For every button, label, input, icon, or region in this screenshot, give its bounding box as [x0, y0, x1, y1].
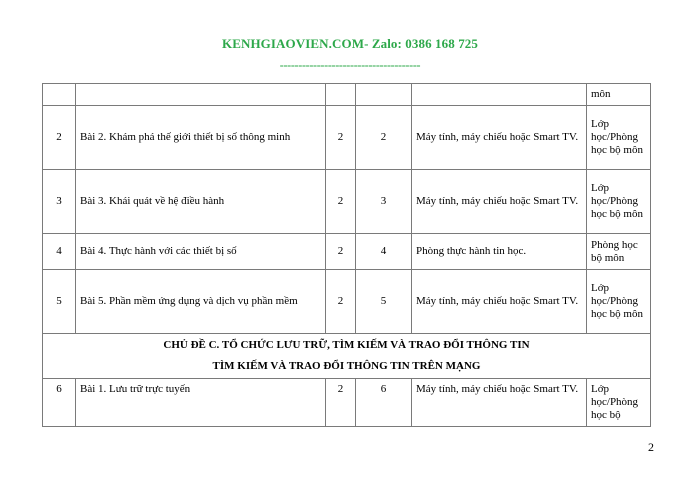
equipment-cell: Máy tính, máy chiếu hoặc Smart TV. [412, 170, 587, 234]
topic-title: CHỦ ĐỀ C. TỔ CHỨC LƯU TRỮ, TÌM KIẾM VÀ TRAO ĐỔI THÔNG TIN [163, 339, 530, 351]
equipment-cell: Phòng thực hành tin học. [412, 234, 587, 270]
page-header [0, 36, 700, 73]
header-separator: -------------------------------------- [279, 58, 421, 72]
periods-cell: 2 [326, 106, 356, 170]
page-number: 2 [648, 440, 654, 454]
lesson-cell: Bài 1. Lưu trữ trực tuyến [76, 379, 326, 427]
periods-cell: 2 [326, 270, 356, 334]
table-row [43, 106, 651, 170]
lesson-cell: Bài 4. Thực hành với các thiết bị số [76, 234, 326, 270]
location-cell: Lớp học/Phòng học bộ môn [587, 106, 651, 170]
topic-subtitle: TÌM KIẾM VÀ TRAO ĐỔI THÔNG TIN TRÊN MẠNG [212, 360, 481, 372]
location-cell: Lớp học/Phòng học bộ [587, 379, 651, 427]
equipment-cell: Máy tính, máy chiếu hoặc Smart TV. [412, 106, 587, 170]
location-cell: môn [587, 84, 651, 106]
table-row [43, 270, 651, 334]
stt-cell: 4 [43, 234, 76, 270]
table-row [43, 234, 651, 270]
periods-cell: 2 [326, 170, 356, 234]
table-row [43, 379, 651, 427]
topic-row [43, 334, 651, 379]
site-title: KENHGIAOVIEN.COM- Zalo: 0386 168 725 [221, 36, 479, 51]
equipment-cell [412, 84, 587, 106]
lesson-plan-table [42, 83, 651, 427]
topic-heading [43, 334, 651, 379]
periods-cell: 2 [326, 379, 356, 427]
equipment-cell: Máy tính, máy chiếu hoặc Smart TV. [412, 379, 587, 427]
location-cell: Phòng học bộ môn [587, 234, 651, 270]
table-row [43, 84, 651, 106]
stt-cell: 6 [43, 379, 76, 427]
table-row [43, 170, 651, 234]
lesson-cell: Bài 2. Khám phá thế giới thiết bị số thông minh [76, 106, 326, 170]
week-cell: 2 [356, 106, 412, 170]
week-cell: 3 [356, 170, 412, 234]
stt-cell [43, 84, 76, 106]
stt-cell: 5 [43, 270, 76, 334]
lesson-cell [76, 84, 326, 106]
location-cell: Lớp học/Phòng học bộ môn [587, 270, 651, 334]
stt-cell: 2 [43, 106, 76, 170]
lesson-cell: Bài 5. Phần mềm ứng dụng và dịch vụ phần mềm [76, 270, 326, 334]
location-cell: Lớp học/Phòng học bộ môn [587, 170, 651, 234]
periods-cell [326, 84, 356, 106]
week-cell [356, 84, 412, 106]
lesson-cell: Bài 3. Khái quát về hệ điều hành [76, 170, 326, 234]
week-cell: 4 [356, 234, 412, 270]
week-cell: 5 [356, 270, 412, 334]
week-cell: 6 [356, 379, 412, 427]
equipment-cell: Máy tính, máy chiếu hoặc Smart TV. [412, 270, 587, 334]
periods-cell: 2 [326, 234, 356, 270]
stt-cell: 3 [43, 170, 76, 234]
